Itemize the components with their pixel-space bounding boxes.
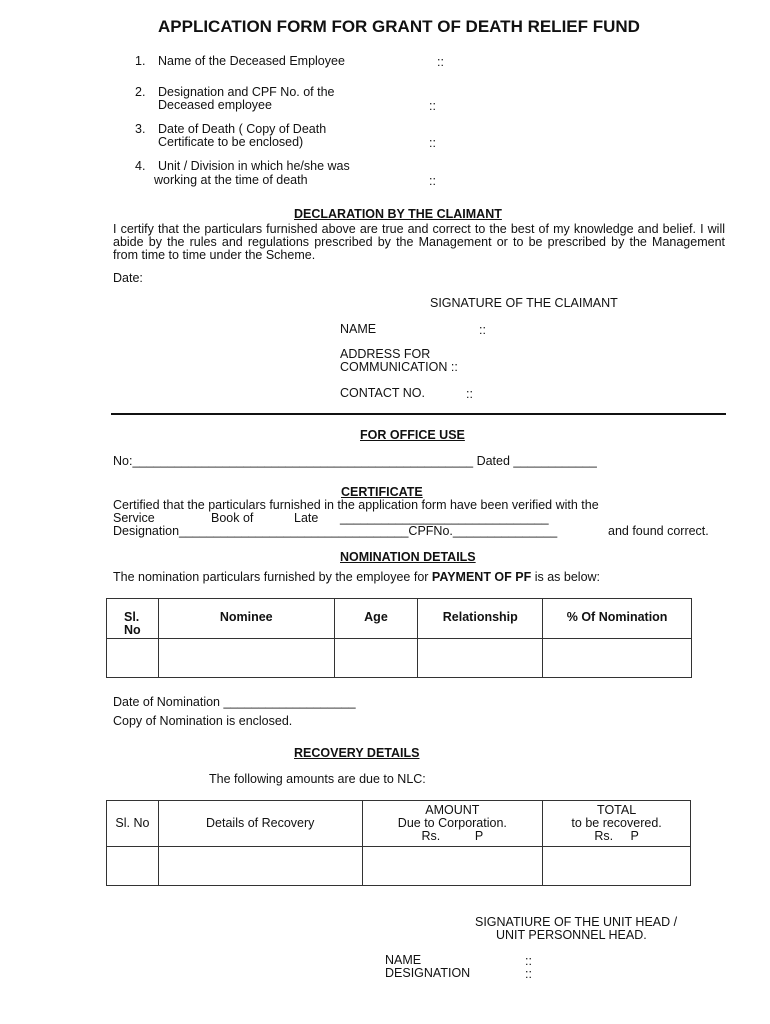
nomination-cell-relationship[interactable]: [418, 639, 543, 678]
certificate-word-late: Late: [294, 511, 319, 525]
nomination-empty-row: [107, 639, 692, 678]
recovery-col-sl-no: Sl. No: [107, 801, 159, 847]
claimant-address-label: ADDRESS FOR: [340, 347, 431, 361]
recovery-cell-details[interactable]: [158, 847, 362, 886]
declaration-heading: DECLARATION BY THE CLAIMANT: [294, 207, 502, 221]
certificate-late-blank: ______________________________: [340, 511, 549, 525]
nomination-col-nominee: Nominee: [158, 599, 334, 639]
field-3-label-line2: Certificate to be enclosed): [158, 135, 304, 149]
nomination-header-row: [107, 599, 692, 639]
nomination-table: [106, 598, 692, 678]
page-title: APPLICATION FORM FOR GRANT OF DEATH RELIEF FUND: [158, 17, 640, 36]
nomination-intro-bold: PAYMENT OF PF: [431, 570, 532, 584]
recovery-col-amount: AMOUNT Due to Corporation. Rs. P: [362, 801, 543, 847]
nomination-cell-percent[interactable]: [543, 639, 692, 678]
recovery-col-details: Details of Recovery: [158, 801, 362, 847]
unit-head-designation-separator: ::: [525, 967, 532, 981]
unit-head-name-separator: ::: [525, 954, 532, 968]
unit-head-signature-label: SIGNATIURE OF THE UNIT HEAD /: [475, 915, 678, 929]
field-2-separator: ::: [429, 99, 436, 113]
claimant-contact-label: CONTACT NO.: [340, 386, 425, 400]
field-1-number: 1.: [135, 54, 146, 68]
nomination-cell-age[interactable]: [334, 639, 418, 678]
recovery-empty-row: [107, 847, 691, 886]
recovery-cell-total[interactable]: [543, 847, 691, 886]
nomination-col-age: Age: [334, 599, 418, 639]
recovery-cell-amount[interactable]: [362, 847, 543, 886]
nomination-intro-end: is as below:: [531, 570, 601, 584]
recovery-table: [106, 800, 691, 886]
certificate-designation-cpf-line: Designation_________________________________CPFNo._______________: [113, 524, 558, 538]
claimant-name-separator: ::: [479, 323, 486, 337]
field-3-label: Date of Death ( Copy of Death: [158, 122, 327, 136]
field-4-number: 4.: [135, 159, 146, 173]
field-1-label: Name of the Deceased Employee: [158, 54, 345, 68]
nomination-col-sl-no: Sl. No: [107, 599, 159, 639]
nomination-col-percent: % Of Nomination: [543, 599, 692, 639]
recovery-heading: RECOVERY DETAILS: [294, 746, 420, 760]
nomination-cell-nominee[interactable]: [158, 639, 334, 678]
office-number-dated-line: No:_________________________________________________ Dated ____________: [113, 454, 597, 468]
declaration-text: I certify that the particulars furnished above are true and correct to the best of my knowledge and belief. I will abide by the rules and regulations prescribed by the Management or to be prescribed by the Management from time to time under the Scheme.: [113, 222, 725, 262]
claimant-address-label-line2: COMMUNICATION ::: [340, 360, 458, 374]
field-4-label: Unit / Division in which he/she was: [158, 159, 350, 173]
certificate-heading: CERTIFICATE: [341, 485, 423, 499]
recovery-header-row: [107, 801, 691, 847]
claimant-contact-separator: ::: [466, 387, 473, 401]
field-2-number: 2.: [135, 85, 146, 99]
copy-of-nomination-line: Copy of Nomination is enclosed.: [113, 714, 293, 728]
field-1-separator: ::: [437, 55, 444, 69]
certificate-found-correct: and found correct.: [608, 524, 709, 538]
recovery-intro: The following amounts are due to NLC:: [209, 772, 426, 786]
field-4-separator: ::: [429, 174, 436, 188]
unit-head-name-label: NAME: [385, 953, 422, 967]
recovery-col-total: TOTAL to be recovered. Rs. P: [543, 801, 691, 847]
unit-head-designation-label: DESIGNATION: [385, 966, 471, 980]
unit-personnel-head-label: UNIT PERSONNEL HEAD.: [496, 928, 647, 942]
nomination-cell-sl[interactable]: [107, 639, 159, 678]
field-2-label: Designation and CPF No. of the: [158, 85, 335, 99]
section-divider: [111, 413, 726, 415]
field-3-separator: ::: [429, 136, 436, 150]
field-3-number: 3.: [135, 122, 146, 136]
recovery-cell-sl[interactable]: [107, 847, 159, 886]
nomination-intro-text: The nomination particulars furnished by the employee for: [113, 570, 432, 584]
nomination-intro: [113, 571, 600, 584]
certificate-line-1: Certified that the particulars furnished in the application form have been verified with the: [113, 498, 599, 512]
certificate-word-service: Service: [113, 511, 155, 525]
certificate-word-book-of: Book of: [211, 511, 254, 525]
field-2-label-line2: Deceased employee: [158, 98, 272, 112]
nomination-col-relationship: Relationship: [418, 599, 543, 639]
date-of-nomination-line: Date of Nomination ___________________: [113, 695, 356, 709]
field-4-label-line2: working at the time of death: [154, 173, 308, 187]
office-use-heading: FOR OFFICE USE: [360, 428, 465, 442]
nomination-heading: NOMINATION DETAILS: [340, 550, 476, 564]
declaration-date-label: Date:: [113, 271, 143, 285]
claimant-name-label: NAME: [340, 322, 377, 336]
claimant-signature-label: SIGNATURE OF THE CLAIMANT: [430, 296, 618, 310]
